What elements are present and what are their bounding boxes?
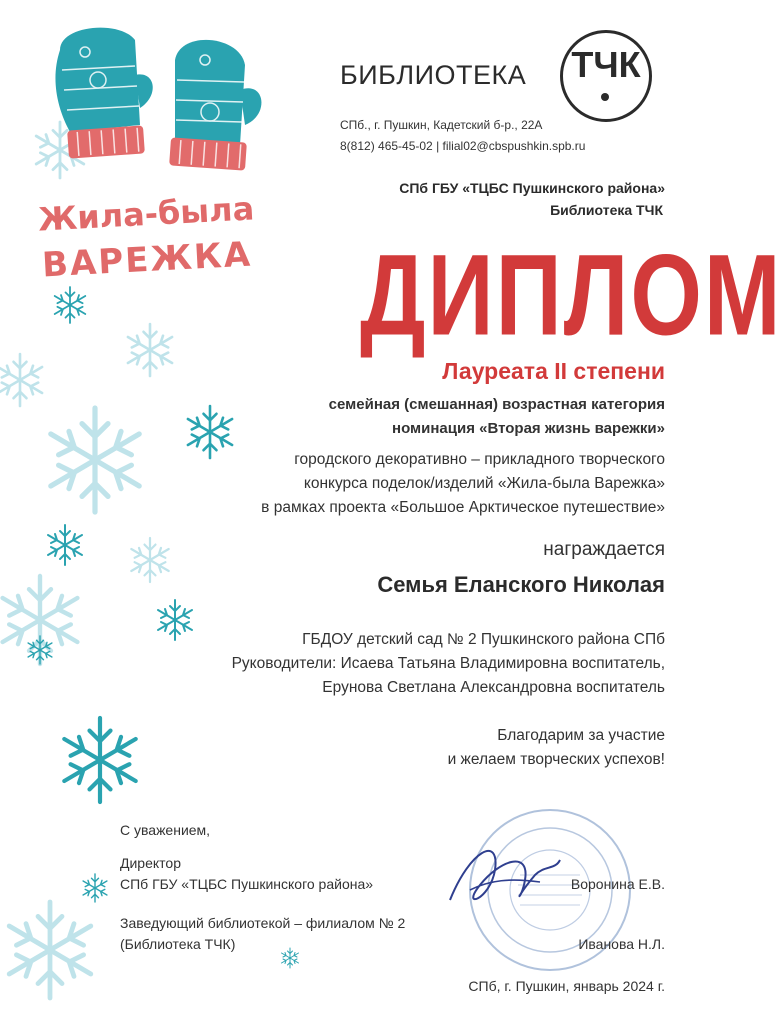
- contest-line-1: городского декоративно – прикладного творческого: [294, 451, 665, 468]
- thanks-line-1: Благодарим за участие: [497, 727, 665, 744]
- head-name: Иванова Н.Л.: [578, 936, 665, 952]
- organization-name: СПб ГБУ «ТЦБС Пушкинского района»: [399, 180, 665, 196]
- regards-text: С уважением,: [120, 822, 211, 838]
- snowflake-icon: [83, 874, 107, 902]
- library-address: СПб., г. Пушкин, Кадетский б-р., 22А: [340, 118, 543, 132]
- place-date: СПб, г. Пушкин, январь 2024 г.: [468, 978, 665, 994]
- contest-logo-line2: ВАРЕЖКА: [41, 234, 254, 286]
- director-organization: СПб ГБУ «ТЦБС Пушкинского района»: [120, 876, 374, 892]
- nomination: номинация «Вторая жизнь варежки»: [392, 420, 665, 437]
- diploma-title: ДИПЛОМ: [360, 231, 783, 360]
- director-title: Директор: [120, 855, 181, 871]
- contest-line-3: в рамках проекта «Большое Арктическое путешествие»: [261, 499, 665, 516]
- head-organization: (Библиотека ТЧК): [120, 936, 236, 952]
- diploma-degree: Лауреата II степени: [442, 358, 665, 384]
- contest-line-2: конкурса поделок/изделий «Жила-была Варежка»: [303, 475, 665, 492]
- snowflake-icon: [188, 406, 232, 458]
- snowflake-icon: [158, 600, 192, 640]
- snowflake-icon: [0, 354, 42, 406]
- snowflake-icon: [55, 287, 86, 323]
- thanks-line-2: и желаем творческих успехов!: [447, 751, 665, 768]
- age-category: семейная (смешанная) возрастная категория: [328, 396, 665, 413]
- snowflake-icon: [282, 948, 299, 968]
- snowflake-icon: [64, 718, 135, 802]
- snowflake-icon: [9, 902, 91, 998]
- head-title: Заведующий библиотекой – филиалом № 2: [120, 915, 406, 931]
- awarded-label: награждается: [543, 539, 665, 560]
- snowflake-icon: [48, 525, 82, 565]
- recipient-name: Семья Еланского Николая: [377, 572, 665, 597]
- left-mitten-icon: [55, 28, 152, 159]
- logo-dot-icon: [601, 93, 609, 101]
- snowflake-icon: [51, 408, 139, 512]
- supervisors-line-1: Руководители: Исаева Татьяна Владимировна воспитатель,: [231, 655, 665, 672]
- library-contacts: 8(812) 465-45-02 | filial02@cbspushkin.spb.ru: [340, 139, 586, 153]
- signature-director: [440, 830, 570, 920]
- snowflake-icon: [128, 324, 172, 376]
- director-name: Воронина Е.В.: [570, 876, 665, 892]
- contest-logo-line1: Жила-была: [37, 189, 256, 239]
- library-wordmark: БИБЛИОТЕКА: [340, 60, 527, 90]
- right-mitten-icon: [169, 40, 261, 171]
- supervisors-line-2: Ерунова Светлана Александровна воспитатель: [322, 679, 665, 696]
- snowflake-icon: [131, 538, 168, 582]
- organization-branch: Библиотека ТЧК: [550, 202, 663, 218]
- institution: ГБДОУ детский сад № 2 Пушкинского района СПб: [302, 631, 665, 648]
- mittens-illustration: [40, 20, 270, 190]
- library-logo: ТЧК: [571, 44, 641, 85]
